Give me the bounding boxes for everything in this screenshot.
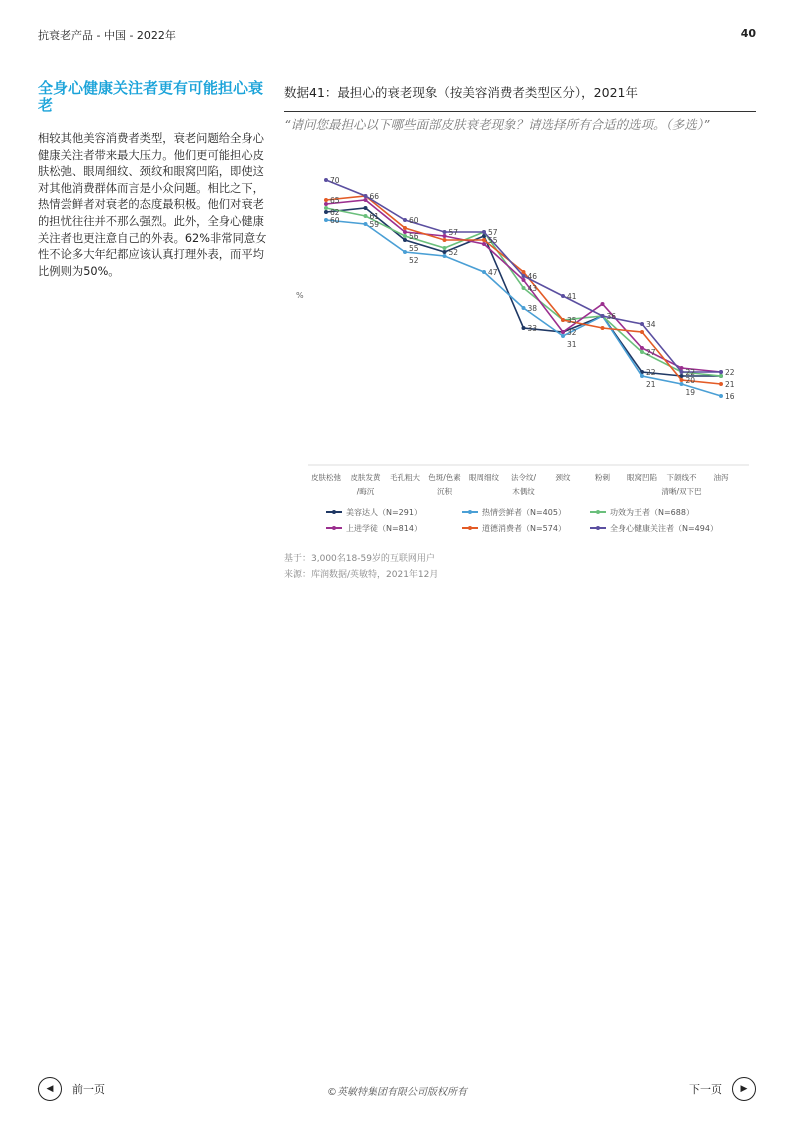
next-page-button[interactable]: [689, 1077, 756, 1101]
data-point: [680, 370, 684, 374]
data-label: 22: [725, 368, 735, 377]
data-point: [443, 234, 447, 238]
source-note: 来源：库润数据/英敏特，2021年12月: [284, 570, 439, 580]
chart-title: 数据41：最担心的衰老现象（按美容消费者类型区分），2021年: [284, 85, 638, 100]
x-tick-label: 皮肤发黄: [350, 473, 381, 482]
data-point: [601, 326, 605, 330]
data-point: [324, 178, 328, 182]
base-note: 基于：3,000名18-59岁的互联网用户: [284, 554, 435, 564]
x-tick-label: 色斑/色素: [428, 473, 461, 482]
data-label: 57: [488, 228, 498, 237]
data-point: [324, 210, 328, 214]
data-point: [403, 250, 407, 254]
data-label: 35: [567, 316, 577, 325]
title-divider: [284, 111, 756, 112]
data-label: 33: [527, 324, 538, 333]
data-point: [640, 346, 644, 350]
data-point: [482, 230, 486, 234]
data-label: 65: [330, 196, 340, 205]
data-label: 34: [646, 320, 656, 329]
data-label: 55: [409, 244, 419, 253]
data-point: [719, 370, 723, 374]
body-paragraph: 相较其他美容消费者类型，衰老问题给全身心健康关注者带来最大压力。他们更可能担心皮肤松弛、眼周细纹、颈纹和眼窝凹陷，即使这对其他消费群体而言是小众问题。相比之下，热情尝鲜者对衰老的态度最积极。他们对衰老的担忧往往并不那么强烈。此外，全身心健康关注者也更注意自己的外表。62%非常同意女性不论多大年纪都应该认真打理外表，而平均比例则为50%。: [38, 132, 267, 278]
data-point: [680, 382, 684, 386]
legend-label: 热情尝鲜者（N=405）: [482, 508, 566, 517]
x-tick-label: 皮肤松弛: [311, 473, 341, 482]
data-point: [403, 230, 407, 234]
data-point: [719, 382, 723, 386]
data-point: [482, 238, 486, 242]
data-point: [364, 194, 368, 198]
x-tick-label: 眼周细纹: [469, 473, 499, 482]
legend-marker: [468, 526, 472, 530]
section-title: 全身心健康关注者更有可能担心衰老: [38, 79, 264, 114]
data-point: [561, 318, 565, 322]
data-label: 41: [567, 292, 577, 301]
y-axis-label: %: [296, 291, 304, 300]
data-label: 46: [527, 272, 538, 281]
survey-question: “请问您最担心以下哪些面部皮肤衰老现象？请选择所有合适的选项。（多选）”: [284, 117, 710, 132]
data-point: [364, 214, 368, 218]
data-point: [680, 378, 684, 382]
line-chart: [284, 140, 756, 550]
data-label: 16: [725, 392, 735, 401]
data-point: [522, 274, 526, 278]
data-point: [522, 286, 526, 290]
data-point: [324, 206, 328, 210]
x-tick-label: /晦沉: [356, 487, 375, 496]
data-label: 60: [409, 216, 419, 225]
legend-marker: [332, 526, 336, 530]
legend-marker: [596, 510, 600, 514]
page-number: 40: [740, 27, 756, 40]
data-label: 21: [725, 380, 735, 389]
data-label: 43: [527, 284, 538, 293]
data-label: 57: [448, 228, 459, 237]
running-header: 抗衰老产品 - 中国 - 2022年: [38, 29, 176, 42]
legend-label: 美容达人（N=291）: [346, 508, 422, 517]
data-label: 19: [685, 388, 696, 397]
series-line-2: [326, 208, 721, 376]
legend-label: 上进学徒（N=814）: [346, 524, 422, 533]
x-tick-label: 法令纹/: [510, 473, 537, 482]
data-label: 62: [330, 208, 340, 217]
data-point: [364, 198, 368, 202]
data-point: [324, 202, 328, 206]
data-label: 22: [646, 368, 656, 377]
data-label: 60: [330, 216, 340, 225]
data-point: [482, 242, 486, 246]
data-label: 22: [685, 368, 696, 377]
x-tick-label: 毛孔粗大: [390, 473, 420, 482]
x-tick-label: 沉积: [437, 487, 452, 496]
data-point: [482, 270, 486, 274]
data-point: [443, 230, 447, 234]
data-label: 52: [409, 256, 419, 265]
legend-label: 全身心健康关注者（N=494）: [610, 524, 718, 533]
data-point: [443, 254, 447, 258]
data-point: [640, 350, 644, 354]
legend-marker: [332, 510, 336, 514]
x-tick-label: 颈纹: [555, 473, 571, 482]
data-label: 70: [330, 176, 340, 185]
data-label: 21: [646, 380, 656, 389]
data-label: 56: [409, 232, 419, 241]
x-tick-label: 木偶纹: [512, 487, 535, 496]
x-tick-label: 下颌线不: [666, 473, 697, 482]
data-point: [403, 234, 407, 238]
data-label: 55: [488, 236, 498, 245]
data-point: [601, 314, 605, 318]
next-page-label: 下一页: [689, 1083, 722, 1096]
x-tick-label: 眼窝凹陷: [627, 473, 657, 482]
data-point: [324, 218, 328, 222]
x-tick-label: 油泻: [713, 473, 729, 482]
data-point: [443, 250, 447, 254]
data-point: [640, 330, 644, 334]
legend-marker: [468, 510, 472, 514]
prev-arrow-icon: ◀: [38, 1077, 62, 1101]
data-point: [561, 334, 565, 338]
data-point: [601, 302, 605, 306]
data-label: 66: [369, 192, 380, 201]
data-label: 38: [527, 304, 538, 313]
data-point: [522, 278, 526, 282]
data-point: [403, 238, 407, 242]
data-label: 31: [567, 340, 577, 349]
legend-label: 道德消费者（N=574）: [482, 524, 566, 533]
data-point: [561, 330, 565, 334]
data-point: [719, 394, 723, 398]
data-label: 20: [685, 376, 696, 385]
data-label: 47: [488, 268, 498, 277]
data-point: [403, 226, 407, 230]
data-point: [443, 246, 447, 250]
data-label: 32: [567, 328, 577, 337]
data-point: [640, 374, 644, 378]
data-label: 36: [606, 312, 617, 321]
x-tick-label: 粉刺: [595, 473, 610, 482]
data-point: [324, 198, 328, 202]
data-point: [443, 238, 447, 242]
data-point: [403, 218, 407, 222]
data-point: [522, 326, 526, 330]
data-point: [640, 322, 644, 326]
data-label: 59: [369, 220, 380, 229]
data-point: [522, 306, 526, 310]
copyright: ©英敏特集团有限公司版权所有: [327, 1087, 467, 1098]
legend-marker: [596, 526, 600, 530]
data-label: 27: [646, 348, 656, 357]
series-line-0: [326, 208, 721, 376]
next-arrow-icon: ▶: [732, 1077, 756, 1101]
data-label: 52: [448, 248, 459, 257]
data-point: [364, 206, 368, 210]
data-label: 61: [369, 212, 380, 221]
data-point: [364, 222, 368, 226]
legend-label: 功效为王者（N=688）: [610, 508, 694, 517]
x-tick-label: 清晰/双下巴: [661, 487, 702, 496]
data-point: [561, 294, 565, 298]
prev-page-label: 前一页: [72, 1083, 105, 1096]
data-point: [719, 374, 723, 378]
